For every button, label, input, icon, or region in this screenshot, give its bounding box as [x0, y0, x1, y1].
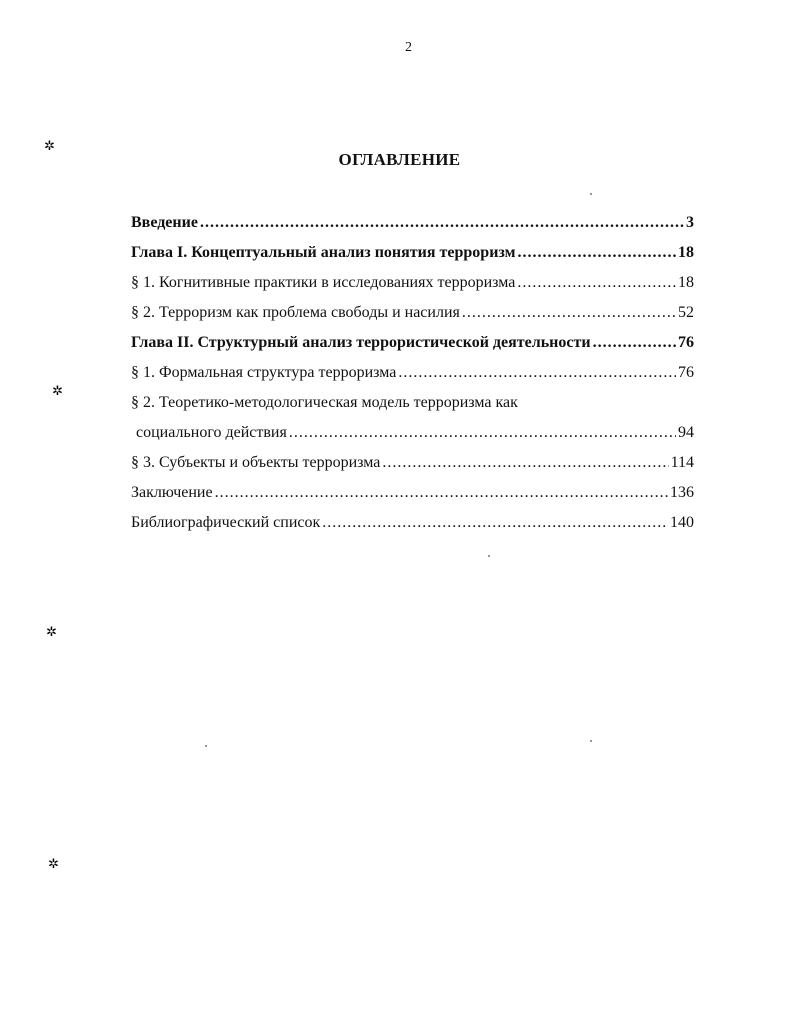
- toc-entry-conclusion: [131, 481, 694, 511]
- toc-entry-label: § 1. Когнитивные практики в исследованиях терроризма: [131, 274, 516, 291]
- toc-entry-section-1-1: [131, 271, 694, 301]
- toc-entry-page: 94: [678, 424, 694, 441]
- toc-leader-dots: [462, 301, 676, 325]
- scan-speck: [488, 555, 490, 557]
- toc-entry-section-1-2: [131, 301, 694, 331]
- toc-entry-label: § 2. Терроризм как проблема свободы и насилия: [131, 304, 460, 321]
- toc-entry-label: § 2. Теоретико-методологическая модель терроризма как: [131, 394, 518, 411]
- scan-speck: [590, 740, 592, 742]
- toc-leader-dots: [518, 241, 676, 265]
- toc-entry-chapter-1: [131, 241, 694, 271]
- toc-entry-label: Введение: [131, 214, 198, 231]
- scan-speck: [590, 193, 592, 195]
- toc-entry-page: 136: [670, 484, 694, 501]
- toc-entry-page: 18: [678, 274, 694, 291]
- scan-artifact-icon: ✲: [52, 383, 63, 398]
- toc-entry-page: 140: [670, 514, 694, 531]
- toc-entry-label: Заключение: [131, 484, 213, 501]
- toc-entry-section-2-2-line1: [131, 391, 694, 421]
- scan-artifact-icon: ✲: [48, 856, 59, 871]
- toc-leader-dots: [382, 451, 668, 475]
- toc-entry-page: 76: [678, 364, 694, 381]
- toc-entry-label: Библиографический список: [131, 514, 321, 531]
- scan-artifact-icon: ✲: [44, 138, 55, 153]
- toc-entry-label: Глава I. Концептуальный анализ понятия терроризм: [131, 244, 516, 261]
- toc-entry-section-2-1: [131, 361, 694, 391]
- toc-entry-page: 76: [678, 334, 694, 351]
- toc-entry-label: § 1. Формальная структура терроризма: [131, 364, 397, 381]
- toc-entry-label: § 3. Субъекты и объекты терроризма: [131, 454, 381, 471]
- toc-entry-label-continued: социального действия: [136, 424, 287, 441]
- toc-leader-dots: [200, 211, 684, 235]
- toc-leader-dots: [593, 331, 676, 355]
- scan-speck: [205, 745, 207, 747]
- toc-entry-page: 114: [670, 454, 694, 471]
- page-title: ОГЛАВЛЕНИЕ: [338, 150, 461, 169]
- toc-entry-section-2-3: [131, 451, 694, 481]
- scan-artifact-icon: ✲: [46, 624, 57, 639]
- toc-entry-page: 52: [678, 304, 694, 321]
- toc-leader-dots: [289, 421, 676, 445]
- toc-entry-page: 3: [686, 214, 694, 231]
- toc-leader-dots: [215, 481, 668, 505]
- toc-leader-dots: [398, 361, 676, 385]
- page-number: 2: [405, 40, 412, 55]
- toc-entry-intro: [131, 211, 694, 241]
- toc-entry-section-2-2-line2: [131, 421, 694, 451]
- toc-leader-dots: [517, 271, 676, 295]
- table-of-contents: [131, 211, 694, 541]
- toc-entry-bibliography: [131, 511, 694, 541]
- toc-entry-label: Глава II. Структурный анализ террористической деятельности: [131, 334, 591, 351]
- toc-entry-page: 18: [678, 244, 694, 261]
- toc-entry-chapter-2: [131, 331, 694, 361]
- toc-leader-dots: [322, 511, 668, 535]
